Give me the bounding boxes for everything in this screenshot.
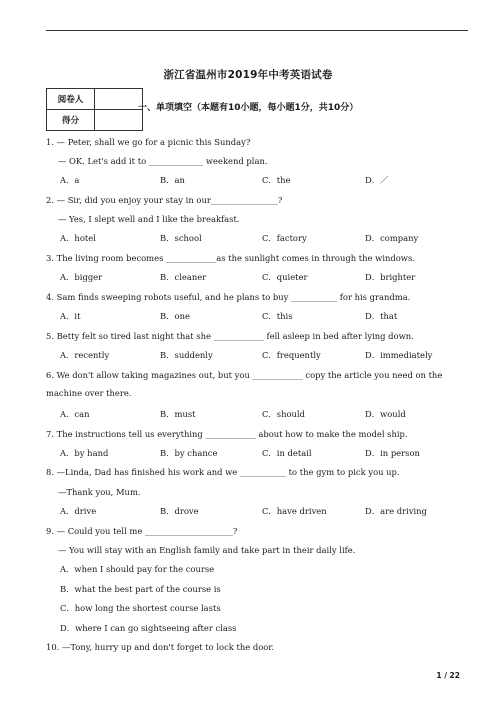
q4-option-a: A．it xyxy=(60,311,81,321)
q8-option-a: A．drive xyxy=(60,506,97,516)
reviewer-label: 阅卷人 xyxy=(47,89,95,110)
question-10: 10. —Tony, hurry up and don't forget to lock the door. xyxy=(46,642,275,652)
question-6: 6. We don't allow taking magazines out, but you ____________ copy the article you need on the machine over there. xyxy=(46,370,443,398)
q4-option-c: C．this xyxy=(262,311,293,321)
q7-option-b: B．by chance xyxy=(160,448,218,458)
q8-option-b: B．drove xyxy=(160,506,199,516)
question-3: 3. The living room becomes ____________as the sunlight comes in through the windows. xyxy=(46,253,415,263)
q3-option-a: A．bigger xyxy=(60,272,103,282)
q6-option-d: D．would xyxy=(365,409,406,419)
header-rule xyxy=(46,30,468,31)
q6-option-a: A．can xyxy=(60,409,90,419)
page-title: 浙江省温州市2019年中考英语试卷 xyxy=(163,69,333,81)
question-8-dialogue: —Thank you, Mum. xyxy=(58,487,141,497)
question-9: 9. — Could you tell me _____________________? xyxy=(46,526,238,536)
q9-option-b: B．what the best part of the course is xyxy=(60,584,221,594)
q7-option-c: C．in detail xyxy=(262,448,312,458)
question-5: 5. Betty felt so tired last night that she ____________ fell asleep in bed after lying down. xyxy=(46,331,414,341)
q2-option-b: B．school xyxy=(160,233,202,243)
question-2: 2. — Sir, did you enjoy your stay in our________________? xyxy=(46,195,283,205)
score-table xyxy=(46,88,143,131)
reviewer-cell xyxy=(95,89,143,110)
q7-option-d: D．in person xyxy=(365,448,420,458)
q1-option-d: D．／ xyxy=(365,175,389,185)
question-2-dialogue: — Yes, I slept well and I like the breakfast. xyxy=(58,214,240,224)
question-9-dialogue: — You will stay with an English family and take part in their daily life. xyxy=(58,545,356,555)
q1-option-b: B．an xyxy=(160,175,185,185)
question-8: 8. —Linda, Dad has finished his work and we ___________ to the gym to pick you up. xyxy=(46,467,400,477)
q4-option-b: B．one xyxy=(160,311,190,321)
question-7: 7. The instructions tell us everything ____________ about how to make the model ship. xyxy=(46,429,408,439)
q3-option-c: C．quieter xyxy=(262,272,308,282)
q5-option-a: A．recently xyxy=(60,350,110,360)
section-heading: 一、单项填空（本题有10小题，每小题1分，共10分） xyxy=(138,103,359,113)
page-number: 1 / 22 xyxy=(436,671,460,680)
q1-option-c: C．the xyxy=(262,175,291,185)
q9-option-a: A．when I should pay for the course xyxy=(60,564,215,574)
q8-option-c: C．have driven xyxy=(262,506,327,516)
q9-option-c: C．how long the shortest course lasts xyxy=(60,603,221,613)
q4-option-d: D．that xyxy=(365,311,398,321)
q5-option-b: B．suddenly xyxy=(160,350,213,360)
score-label: 得分 xyxy=(47,110,95,131)
q2-option-d: D．company xyxy=(365,233,419,243)
q5-option-d: D．immediately xyxy=(365,350,433,360)
q9-option-d: D．where I can go sightseeing after class xyxy=(60,623,237,633)
q7-option-a: A．by hand xyxy=(60,448,109,458)
q3-option-b: B．cleaner xyxy=(160,272,207,282)
question-1: 1. — Peter, shall we go for a picnic this Sunday? xyxy=(46,137,251,147)
q6-option-b: B．must xyxy=(160,409,196,419)
q1-option-a: A．a xyxy=(60,175,80,185)
score-cell xyxy=(95,110,143,131)
q6-option-c: C．should xyxy=(262,409,305,419)
question-4: 4. Sam finds sweeping robots useful, and he plans to buy ___________ for his grandma. xyxy=(46,292,411,302)
q3-option-d: D．brighter xyxy=(365,272,416,282)
question-1-dialogue: — OK. Let's add it to _____________ weekend plan. xyxy=(58,156,268,166)
q2-option-c: C．factory xyxy=(262,233,307,243)
q5-option-c: C．frequently xyxy=(262,350,321,360)
q2-option-a: A．hotel xyxy=(60,233,96,243)
q8-option-d: D．are driving xyxy=(365,506,427,516)
